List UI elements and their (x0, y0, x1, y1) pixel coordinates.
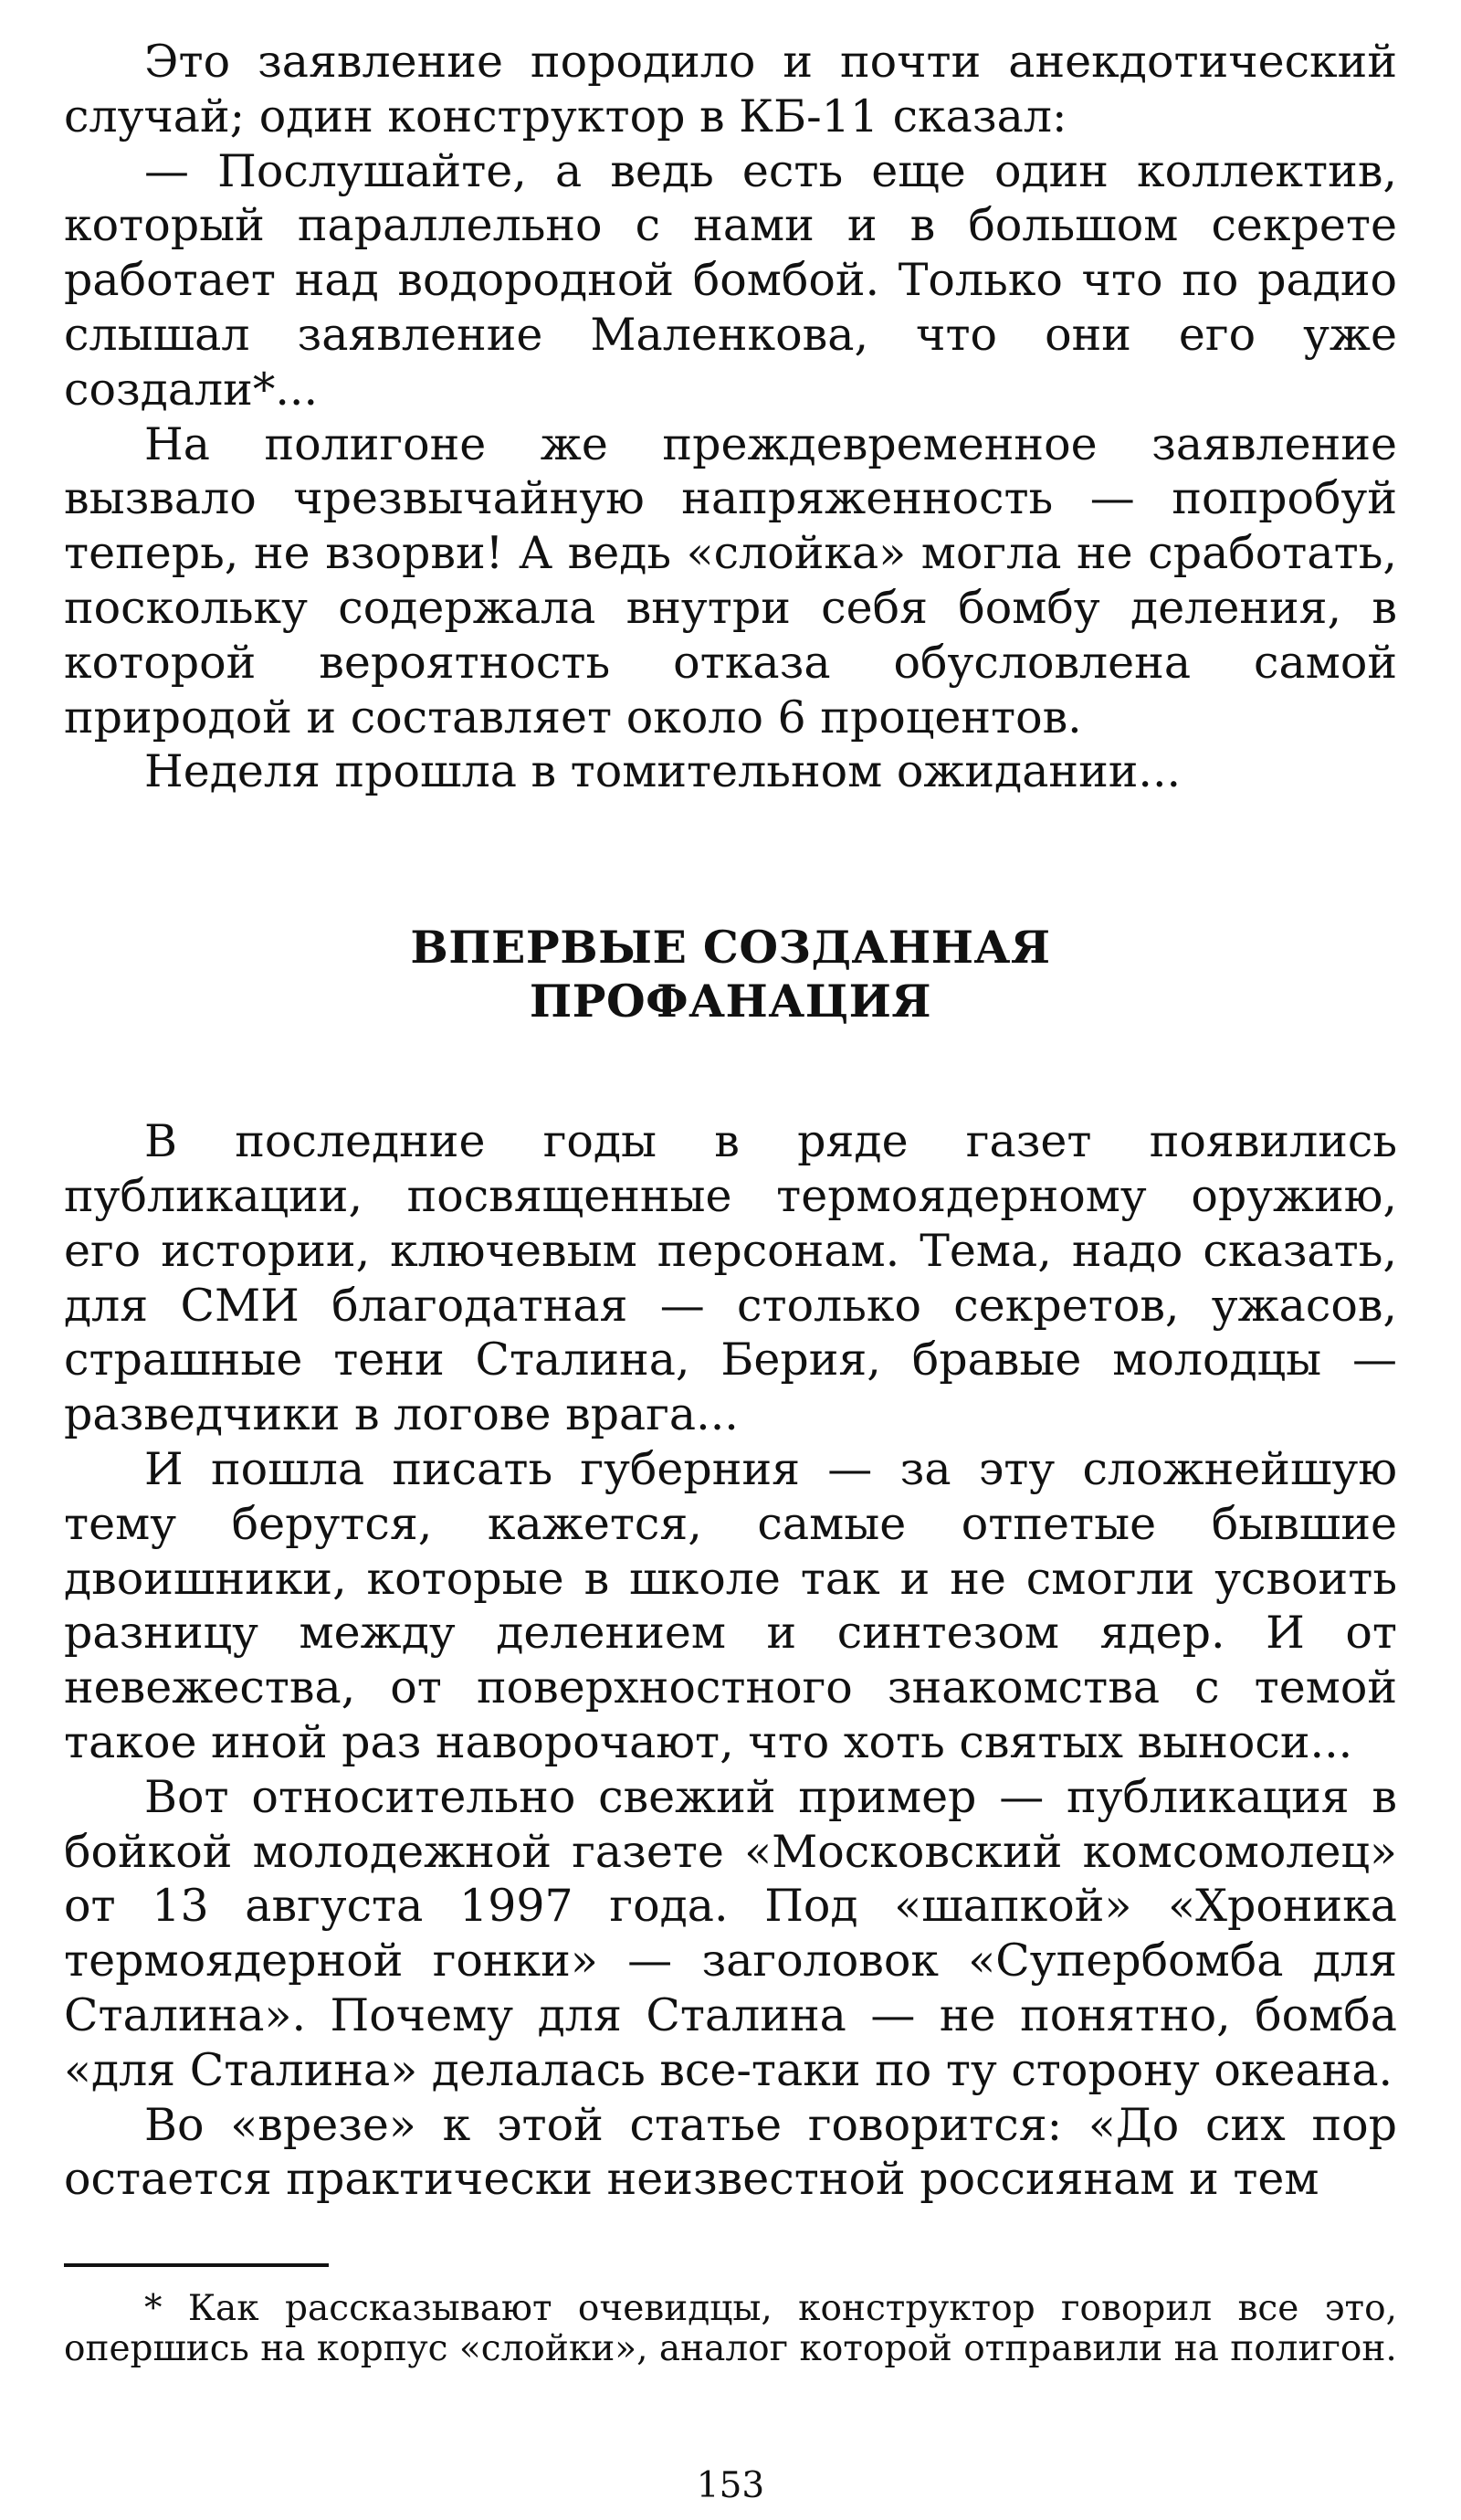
paragraph-vreze: Во «врезе» к этой статье говорится: «До сих пор остается практически неизвестной россиянам и тем (64, 2098, 1397, 2206)
page-body (64, 35, 1397, 2207)
paragraph-constructor-quote: — Послушайте, а ведь есть еще один коллектив, который параллельно с нами и в большом секрете работает над водородной бомбой. Только что по радио слышал заявление Маленкова, что они его уже создали*... (64, 144, 1397, 416)
paragraph-mk-example: Вот относительно свежий пример — публикация в бойкой молодежной газете «Московский комсомолец» от 13 августа 1997 года. Под «шапкой» «Хроника термоядерной гонки» — заголовок «Супербомба для Сталина». Почему для Сталина — не понятно, бомба «для Сталина» делалась все-таки по ту сторону океана. (64, 1770, 1397, 2096)
paragraph-polygon-tension: На полигоне же преждевременное заявление вызвало чрезвычайную напряженность — попробуй теперь, не взорви! А ведь «слойка» могла не сработать, поскольку содержала внутри себя бомбу деления, в которой вероятность отказа обусловлена самой природой и составляет около 6 процентов. (64, 417, 1397, 743)
paragraph-publications: В последние годы в ряде газет появились публикации, посвященные термоядерному оружию, его истории, ключевым персонам. Тема, надо сказать, для СМИ благодатная — столько секретов, ужасов, страшные тени Сталина, Берия, бравые молодцы — разведчики в логове врага... (64, 1115, 1397, 1441)
section-heading (64, 921, 1397, 1028)
footnote: * Как рассказывают очевидцы, конструктор говорил все это, опершись на корпус «слойки», аналог которой отправили на полигон. (64, 2288, 1397, 2369)
page-number: 153 (696, 2465, 765, 2506)
heading-spacer (64, 1028, 1397, 1114)
section-heading-line-1: ВПЕРВЫЕ СОЗДАННАЯ (410, 921, 1051, 975)
footnote-divider (64, 2263, 329, 2267)
paragraph-week-waiting: Неделя прошла в томительном ожидании... (144, 745, 1182, 798)
paragraph-anecdote-intro: Это заявление породило и почти анекдотический случай; один конструктор в КБ-11 сказал: (64, 36, 1397, 142)
paragraph-ignorance: И пошла писать губерния — за эту сложнейшую тему берутся, кажется, самые отпетые бывшие двоишники, которые в школе так и не смогли усвоить разницу между делением и синтезом ядер. И от невежества, от поверхностного знакомства с темой такое иной раз наворочают, что хоть святых выноси... (64, 1442, 1397, 1768)
section-heading-line-2: ПРОФАНАЦИЯ (529, 975, 932, 1028)
